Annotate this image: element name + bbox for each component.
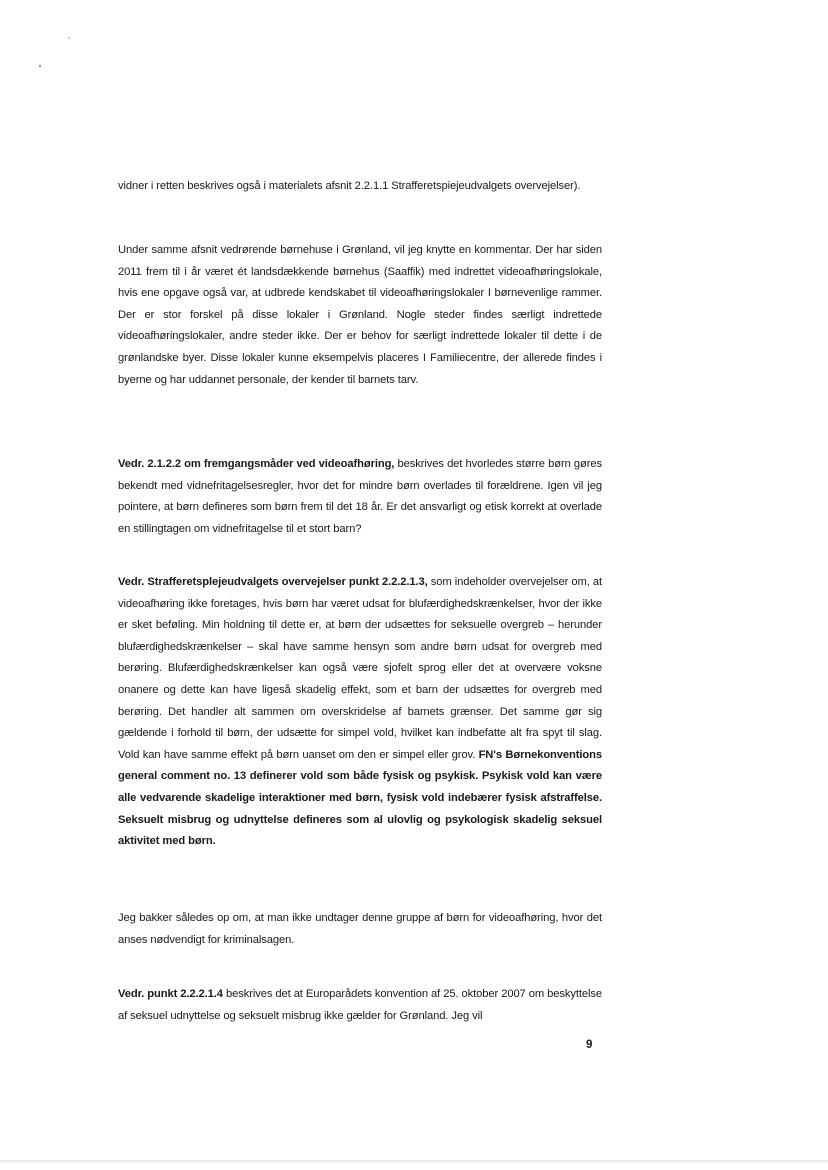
scan-speck bbox=[39, 65, 41, 67]
paragraph-1: vidner i retten beskrives også i materialets afsnit 2.2.1.1 Strafferetspiejeudvalgets overvejelser). bbox=[118, 180, 581, 192]
paragraph-4-emphasis: FN's Børnekonventions general comment no. 13 definerer vold som både fysisk og psykisk. Psykisk vold kan være alle vedvarende skadelige interaktioner med børn, fysisk vold indebærer fysisk afstraffelse. Seksuelt misbrug og udnyttelse defineres som al ulovlig og psykologisk skadelig seksuel aktivitet med børn. bbox=[118, 748, 602, 848]
paragraph-5: Jeg bakker således op om, at man ikke undtager denne gruppe af børn for videoafhøring, hvor det anses nødvendigt for kriminalsagen. bbox=[118, 912, 602, 946]
scan-bottom-edge bbox=[0, 1160, 828, 1163]
paragraph-4-heading: Vedr. Strafferetsplejeudvalgets overvejelser punkt 2.2.2.1.3, bbox=[118, 576, 428, 588]
scan-speck bbox=[68, 37, 70, 39]
paragraph-3-heading: Vedr. 2.1.2.2 om fremgangsmåder ved videoafhøring, bbox=[118, 458, 395, 470]
paragraph-6: Vedr. punkt 2.2.2.1.4 beskrives det at Europarådets konvention af 25. oktober 2007 om beskyttelse af seksuel udnyttelse og seksuelt misbrug ikke gælder for Grønland. Jeg vil bbox=[118, 988, 602, 1022]
paragraph-3: Vedr. 2.1.2.2 om fremgangsmåder ved videoafhøring, beskrives det hvorledes større børn gøres bekendt med vidnefritagelsesregler, hvor det for mindre børn overlades til forældrene. Igen vil jeg pointere, at børn defineres som børn frem til det 18 år. Er det ansvarligt og etisk korrekt at overlade en stillingtagen om vidnefritagelse til et stort barn? bbox=[118, 458, 602, 535]
paragraph-2: Under samme afsnit vedrørende børnehuse i Grønland, vil jeg knytte en kommentar. Der har siden 2011 frem til i år været ét landsdækkende børnehus (Saaffik) med indrettet videoafhøringslokale, hvis ene opgave også var, at udbrede kendskabet til videoafhøringslokaler I børnevenlige rammer. Der er stor forskel på disse lokaler i Grønland. Nogle steder findes særligt indrettede videoafhøringslokaler, andre steder ikke. Der er behov for særligt indrettede lokaler til dette i de grønlandske byer. Disse lokaler kunne eksempelvis placeres I Familiecentre, der allerede findes i byerne og har uddannet personale, der kender til barnets tarv. bbox=[118, 244, 602, 386]
page-number: 9 bbox=[586, 1039, 593, 1051]
paragraph-6-heading: Vedr. punkt 2.2.2.1.4 bbox=[118, 988, 223, 1000]
paragraph-4: Vedr. Strafferetsplejeudvalgets overvejelser punkt 2.2.2.1.3, som indeholder overvejelser om, at videoafhøring ikke foretages, hvis børn har været udsat for blufærdighedskrænkelser, hvor der ikke er sket beføling. Min holdning til dette er, at børn der udsættes for seksuelle overgreb – herunder blufærdighedskrænkelser – skal have samme hensyn som andre børn udsat for overgreb med berøring. Blufærdighedskrænkelser kan også være sjofelt sprog eller det at overvære voksne onanere og dette kan have ligeså skadelig effekt, som et barn der udsættes for overgreb med berøring. Det handler alt sammen om overskridelse af barnets grænser. Det samme gør sig gældende i forhold til børn, der udsætte for simpel vold, hvilket kan indbefatte alt fra spyt til slag. Vold kan have samme effekt på børn uanset om den er simpel eller grov. FN's Børnekonventions general comment no. 13 definerer vold som både fysisk og psykisk. Psykisk vold kan være alle vedvarende skadelige interaktioner med børn, fysisk vold indebærer fysisk afstraffelse. Seksuelt misbrug og udnyttelse defineres som al ulovlig og psykologisk skadelig seksuel aktivitet med børn. bbox=[118, 576, 602, 848]
